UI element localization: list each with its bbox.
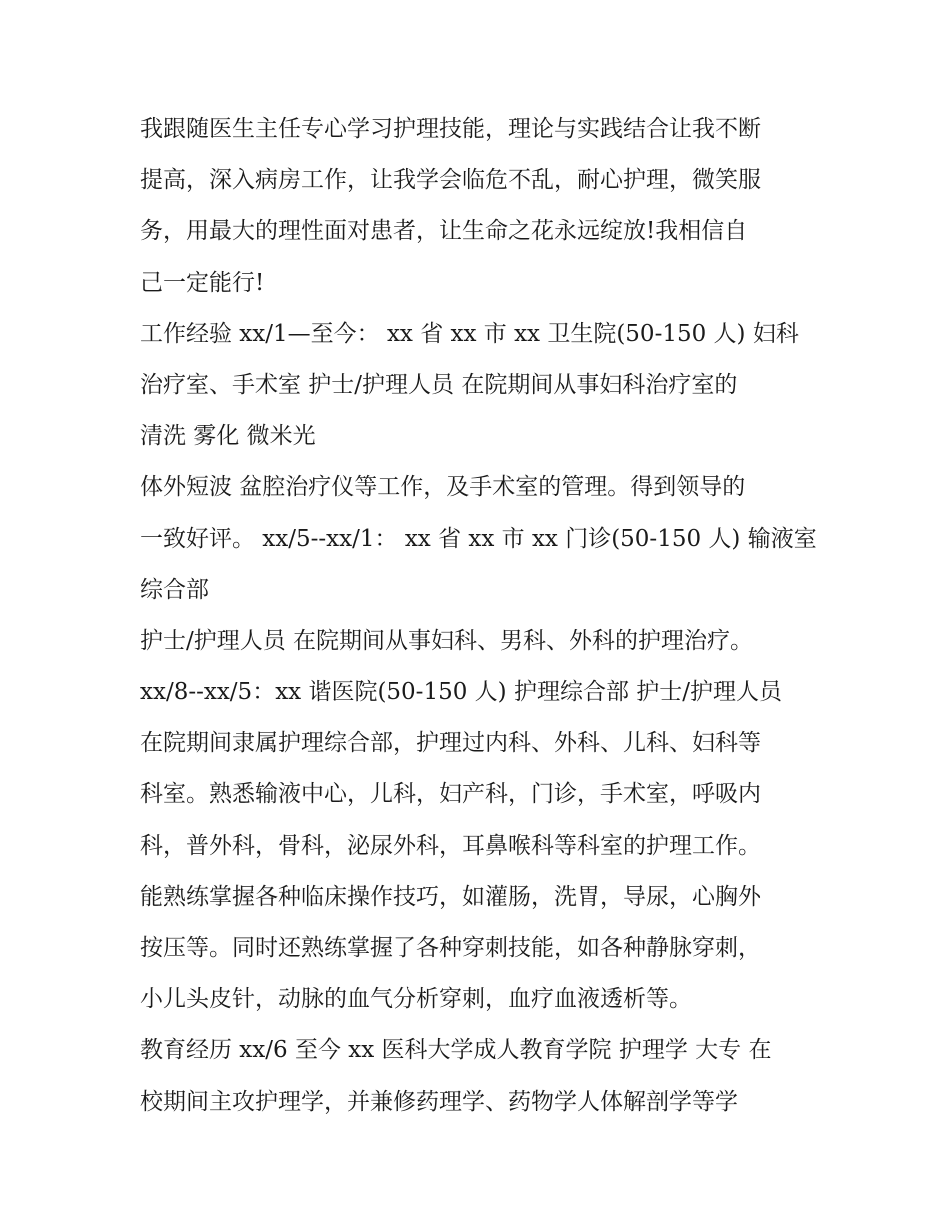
text-line: 我跟随医生主任专心学习护理技能，理论与实践结合让我不断	[140, 116, 761, 142]
text-line: 清洗 雾化 微米光	[140, 423, 316, 450]
text-line: 务，用最大的理性面对患者，让生命之花永远绽放!我相信自	[140, 218, 748, 245]
text-line: 己一定能行!	[140, 269, 265, 296]
text-line: 在院期间隶属护理综合部，护理过内科、外科、儿科、妇科等	[140, 730, 761, 757]
text-line: 科，普外科，骨科，泌尿外科，耳鼻喉科等科室的护理工作。	[140, 832, 761, 859]
text-line: 工作经验 xx/1—至今： xx 省 xx 市 xx 卫生院(50-150 人) 妇科	[140, 320, 799, 347]
text-line: 综合部	[140, 576, 209, 603]
text-line: 提高，深入病房工作，让我学会临危不乱，耐心护理，微笑服	[140, 167, 761, 194]
text-line: 治疗室、手术室 护士/护理人员 在院期间从事妇科治疗室的	[140, 371, 738, 398]
text-line: 护士/护理人员 在院期间从事妇科、男科、外科的护理治疗。	[140, 627, 754, 654]
text-line: 教育经历 xx/6 至今 xx 医科大学成人教育学院 护理学 大专 在	[140, 1037, 772, 1064]
text-line: 能熟练掌握各种临床操作技巧，如灌肠，洗胃，导尿，心胸外	[140, 883, 761, 910]
text-line: 校期间主攻护理学，并兼修药理学、药物学人体解剖学等学	[140, 1088, 738, 1115]
text-line: 体外短波 盆腔治疗仪等工作，及手术室的管理。得到领导的	[140, 474, 746, 501]
text-line: xx/8--xx/5：xx 谐医院(50-150 人) 护理综合部 护士/护理人员	[140, 679, 783, 706]
text-line: 小儿头皮针，动脉的血气分析穿刺，血疗血液透析等。	[140, 986, 692, 1013]
text-line: 按压等。同时还熟练掌握了各种穿刺技能，如各种静脉穿刺，	[140, 935, 761, 961]
document-body	[140, 104, 820, 1128]
text-line: 一致好评。 xx/5--xx/1： xx 省 xx 市 xx 门诊(50-150 人) 输液室	[140, 525, 817, 552]
text-line: 科室。熟悉输液中心，儿科，妇产科，门诊，手术室，呼吸内	[140, 781, 761, 808]
